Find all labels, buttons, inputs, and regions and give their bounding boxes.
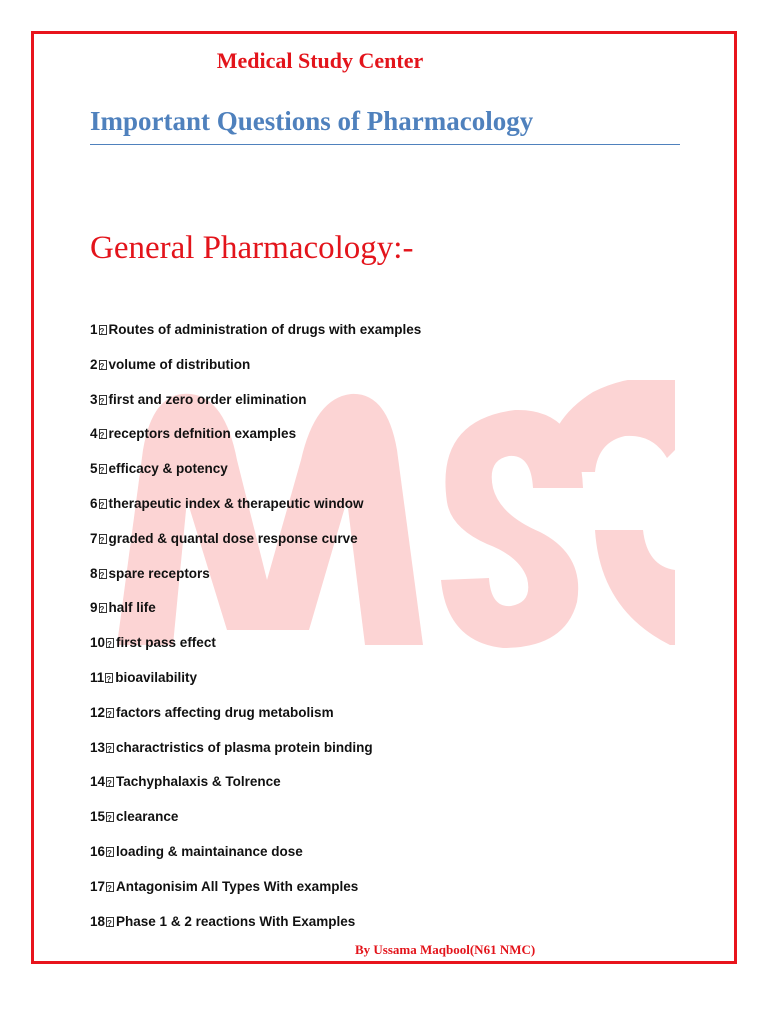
question-number: 5 (90, 461, 98, 477)
question-text: bioavilability (115, 669, 198, 685)
missing-glyph-icon (99, 395, 107, 405)
question-item (90, 459, 421, 494)
question-number: 2 (90, 356, 98, 372)
missing-glyph-icon (99, 325, 107, 335)
question-item (90, 668, 421, 703)
missing-glyph-icon (99, 464, 107, 474)
question-item (90, 703, 421, 738)
question-text: Phase 1 & 2 reactions With Examples (116, 913, 356, 929)
question-text: clearance (116, 809, 179, 825)
question-number: 3 (90, 391, 98, 407)
question-item (90, 494, 421, 529)
question-number: 18 (90, 913, 106, 929)
question-item (90, 877, 421, 912)
question-item (90, 738, 421, 773)
question-number: 16 (90, 843, 106, 859)
question-text: factors affecting drug metabolism (116, 704, 334, 720)
question-number: 11 (90, 669, 105, 685)
question-item (90, 598, 421, 633)
missing-glyph-icon (106, 743, 114, 753)
question-text: volume of distribution (108, 356, 251, 372)
question-text: receptors defnition examples (108, 426, 297, 442)
watermark-c-shape (547, 380, 675, 472)
question-text: therapeutic index & therapeutic window (108, 495, 364, 511)
question-text: first and zero order elimination (108, 391, 307, 407)
question-number: 1 (90, 322, 98, 337)
question-text: spare receptors (108, 565, 210, 581)
question-text: Routes of administration of drugs with examples (108, 322, 422, 337)
section-heading: General Pharmacology:- (90, 230, 414, 266)
question-text: Tachyphalaxis & Tolrence (116, 774, 281, 790)
missing-glyph-icon (99, 534, 107, 544)
center-name: Medical Study Center (216, 48, 424, 73)
question-number: 4 (90, 426, 98, 442)
document-title: Important Questions of Pharmacology (90, 106, 534, 136)
missing-glyph-icon (106, 638, 114, 648)
question-number: 12 (90, 704, 106, 720)
missing-glyph-icon (105, 673, 113, 683)
question-item (90, 807, 421, 842)
question-item (90, 633, 421, 668)
question-number: 13 (90, 739, 106, 755)
missing-glyph-icon (99, 569, 107, 579)
missing-glyph-icon (99, 603, 107, 613)
question-item (90, 390, 421, 425)
question-item (90, 355, 421, 390)
question-number: 15 (90, 809, 106, 825)
missing-glyph-icon (106, 708, 114, 718)
title-underline (90, 144, 680, 145)
missing-glyph-icon (106, 777, 114, 787)
author-credit: By Ussama Maqbool(N61 NMC) (355, 942, 536, 957)
question-number: 6 (90, 495, 98, 511)
missing-glyph-icon (99, 499, 107, 509)
question-number: 9 (90, 600, 98, 616)
missing-glyph-icon (99, 429, 107, 439)
missing-glyph-icon (106, 847, 114, 857)
watermark-c-lower (595, 530, 675, 645)
question-item (90, 424, 421, 459)
question-item (90, 564, 421, 599)
question-number: 17 (90, 878, 106, 894)
question-text: first pass effect (116, 635, 216, 651)
question-list (90, 320, 421, 946)
question-number: 7 (90, 530, 98, 546)
question-item (90, 320, 421, 355)
missing-glyph-icon (106, 917, 114, 927)
question-text: efficacy & potency (108, 461, 228, 477)
question-item (90, 772, 421, 807)
question-number: 10 (90, 635, 106, 651)
question-text: half life (108, 600, 156, 616)
question-text: loading & maintainance dose (116, 843, 303, 859)
question-item (90, 529, 421, 564)
missing-glyph-icon (99, 360, 107, 370)
question-text: graded & quantal dose response curve (108, 530, 358, 546)
question-number: 14 (90, 774, 106, 790)
question-text: charactristics of plasma protein binding (116, 739, 373, 755)
question-text: Antagonisim All Types With examples (116, 878, 359, 894)
missing-glyph-icon (106, 882, 114, 892)
question-number: 8 (90, 565, 98, 581)
missing-glyph-icon (106, 812, 114, 822)
question-item (90, 842, 421, 877)
